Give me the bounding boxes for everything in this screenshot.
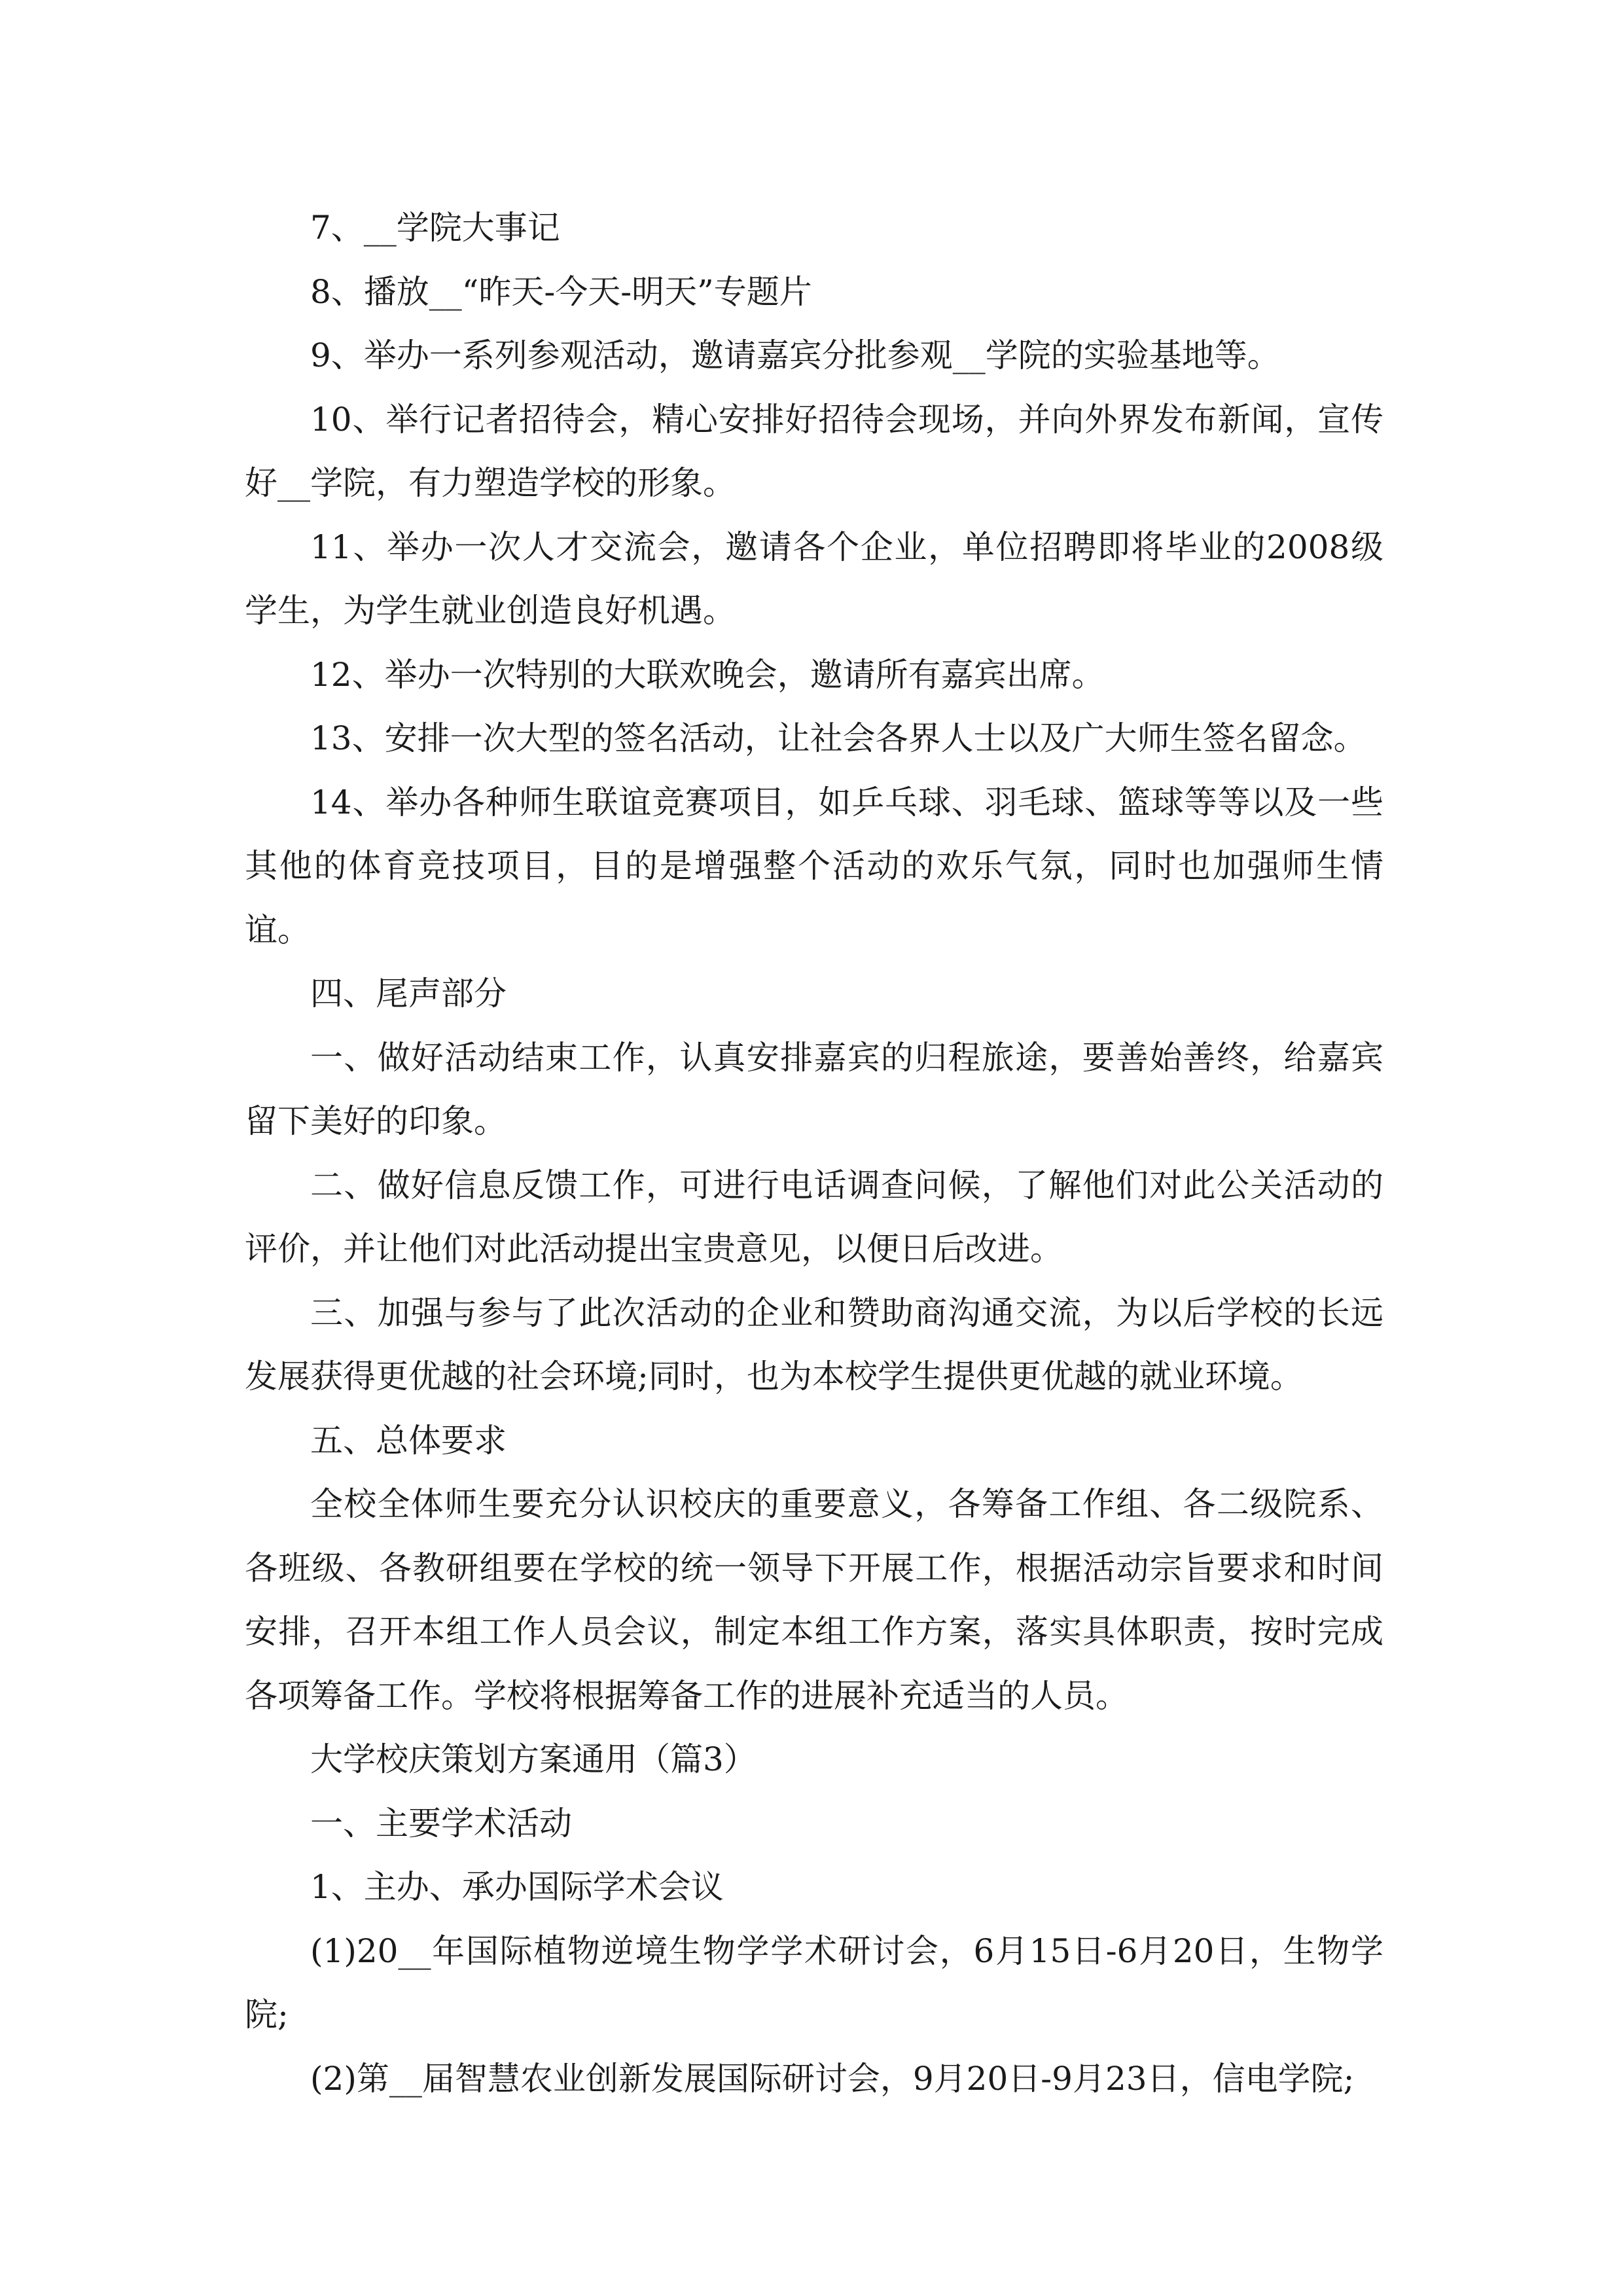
chapter-title: 大学校庆策划方案通用（篇3）	[310, 1740, 757, 1778]
paragraph-item-9: 9、举办一系列参观活动，邀请嘉宾分批参观__学院的实验基地等。	[310, 336, 1280, 374]
ending-item-3: 三、加强与参与了此次活动的企业和赞助商沟通交流，为以后学校的长远发展获得更优越的社会环境;同时，也为本校学生提供更优越的就业环境。	[245, 1293, 1383, 1395]
paragraph-item-13: 13、安排一次大型的签名活动，让社会各界人士以及广大师生签名留念。	[310, 719, 1366, 757]
paragraph-item-10: 10、举行记者招待会，精心安排好招待会现场，并向外界发布新闻，宣传好__学院，有力塑造学校的形象。	[245, 400, 1383, 502]
subsection-heading-conferences: 1、主办、承办国际学术会议	[310, 1868, 724, 1906]
paragraph-item-8: 8、播放__“昨天-今天-明天”专题片	[310, 272, 812, 311]
paragraph-item-7: 7、__学院大事记	[310, 209, 560, 247]
requirements-paragraph: 全校全体师生要充分认识校庆的重要意义，各筹备工作组、各二级院系、各班级、各教研组要在学校的统一领导下开展工作，根据活动宗旨要求和时间安排，召开本组工作人员会议，制定本组工作方案，落实具体职责，按时完成各项筹备工作。学校将根据筹备工作的进展补充适当的人员。	[245, 1485, 1383, 1715]
paragraph-item-12: 12、举办一次特别的大联欢晚会，邀请所有嘉宾出席。	[310, 655, 1105, 694]
document-body	[245, 196, 1383, 2111]
ending-item-1: 一、做好活动结束工作，认真安排嘉宾的归程旅途，要善始善终，给嘉宾留下美好的印象。	[245, 1038, 1383, 1140]
conference-item-2: (2)第__届智慧农业创新发展国际研讨会，9月20日-9月23日，信电学院;	[310, 2059, 1355, 2098]
section-heading-academic: 一、主要学术活动	[310, 1804, 572, 1842]
ending-item-2: 二、做好信息反馈工作，可进行电话调查问候，了解他们对此公关活动的评价，并让他们对此活动提出宝贵意见，以便日后改进。	[245, 1166, 1383, 1268]
section-heading-ending: 四、尾声部分	[310, 975, 507, 1013]
conference-item-1: (1)20__年国际植物逆境生物学学术研讨会，6月15日-6月20日，生物学院;	[245, 1931, 1383, 2034]
paragraph-item-14: 14、举办各种师生联谊竞赛项目，如乒乓球、羽毛球、篮球等等以及一些其他的体育竞技项目，目的是增强整个活动的欢乐气氛，同时也加强师生情谊。	[245, 783, 1383, 949]
section-heading-requirements: 五、总体要求	[310, 1421, 507, 1460]
paragraph-item-11: 11、举办一次人才交流会，邀请各个企业，单位招聘即将毕业的2008级学生，为学生就业创造良好机遇。	[245, 528, 1383, 630]
